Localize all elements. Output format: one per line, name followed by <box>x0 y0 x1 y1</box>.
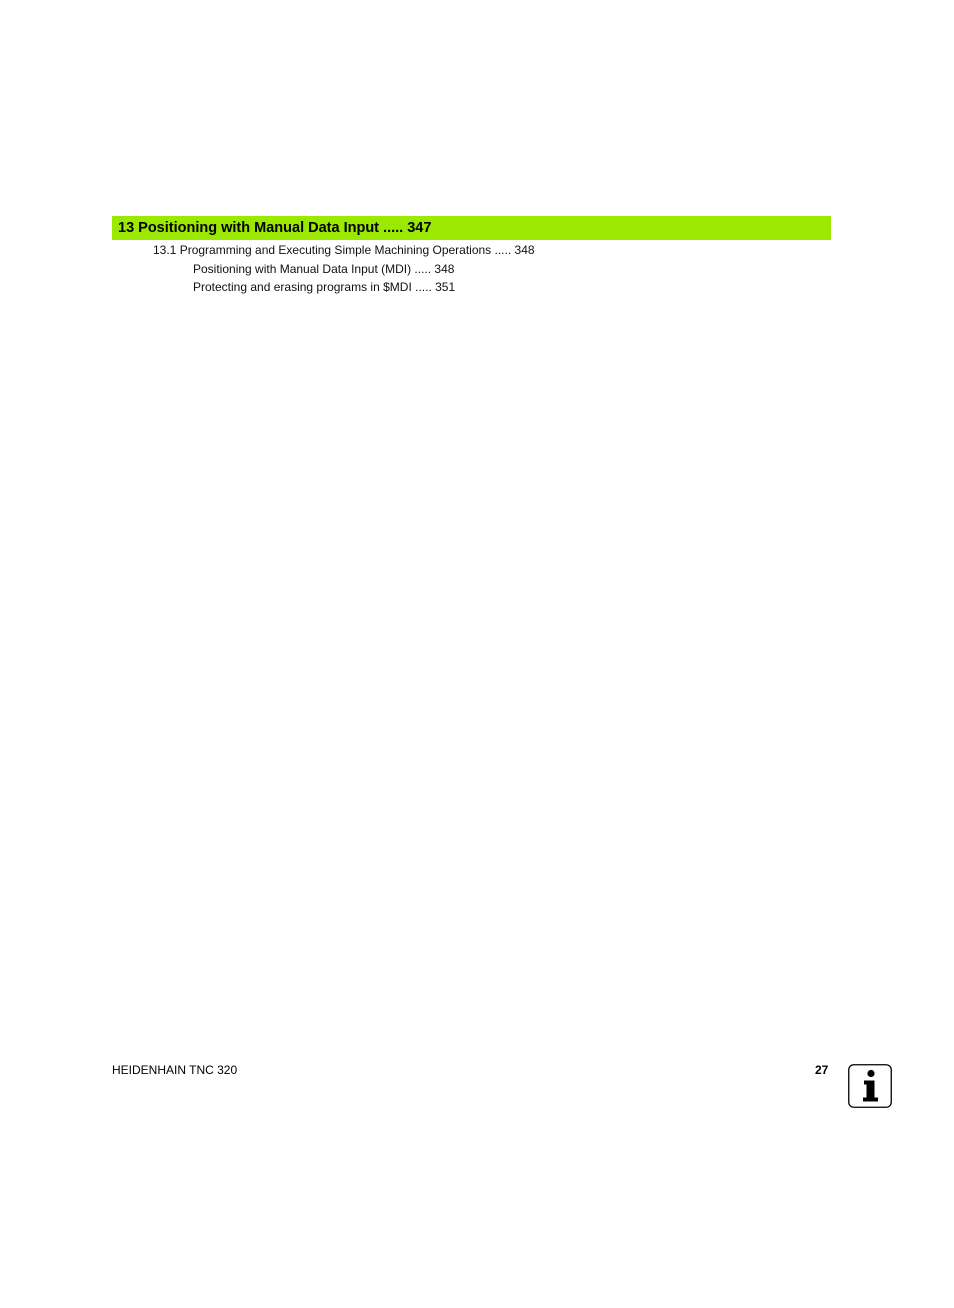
chapter-title: 13 Positioning with Manual Data Input ..... 347 <box>118 220 432 236</box>
toc-subsection-entry[interactable]: Positioning with Manual Data Input (MDI) ..... 348 <box>193 262 455 276</box>
footer-manual-name: HEIDENHAIN TNC 320 <box>112 1063 238 1077</box>
info-icon <box>848 1064 892 1108</box>
toc-subsection-entry[interactable]: Protecting and erasing programs in $MDI ..... 351 <box>193 280 456 294</box>
toc-section-entry[interactable]: 13.1 Programming and Executing Simple Machining Operations ..... 348 <box>153 243 535 257</box>
page-number: 27 <box>815 1063 829 1077</box>
chapter-heading-bar <box>112 216 831 240</box>
